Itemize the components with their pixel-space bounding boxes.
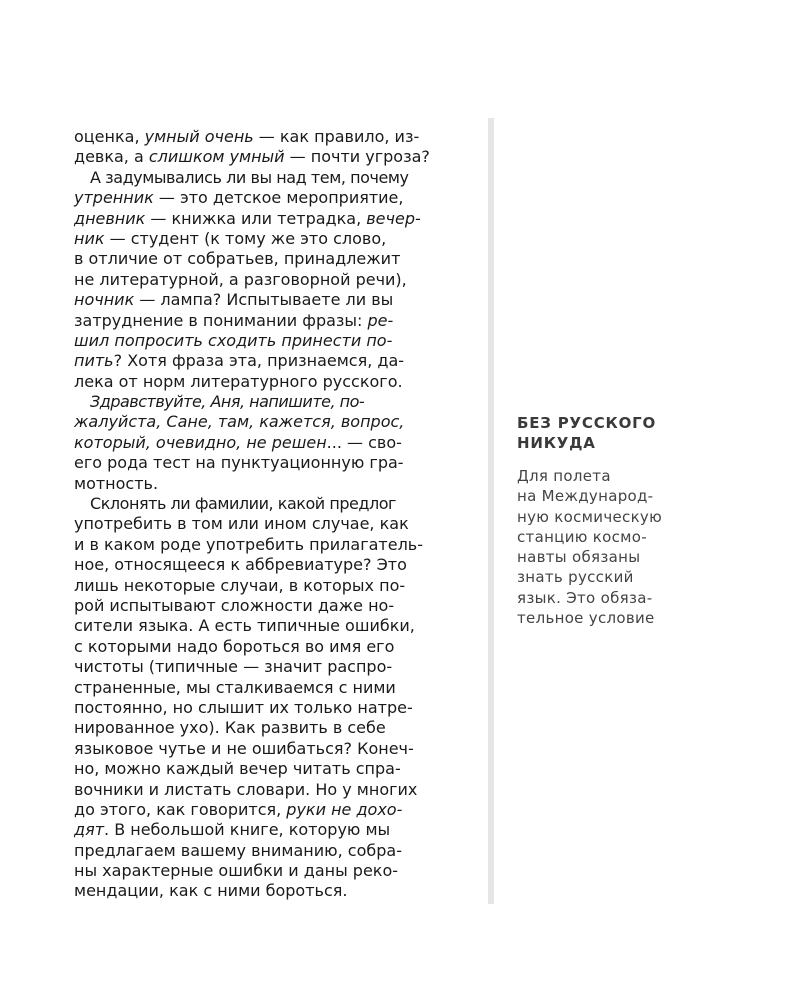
- text-span: его рода тест на пунктуационную гра-: [74, 453, 404, 473]
- sidebar-note: [517, 413, 737, 628]
- text-line: [74, 188, 470, 208]
- text-line: [74, 229, 470, 249]
- text-span: рой испытывают сложности даже но-: [74, 595, 395, 615]
- text-span: с которыми надо бороться во имя его: [74, 636, 395, 656]
- text-line: [74, 270, 470, 290]
- italic-text-span: пить: [74, 351, 114, 371]
- text-span: постоянно, но слышит их только натре-: [74, 697, 413, 717]
- text-line: [74, 331, 470, 351]
- text-line: [74, 596, 470, 616]
- text-line: [74, 351, 470, 371]
- text-line: [74, 290, 470, 310]
- text-span: в отличие от собратьев, принадлежит: [74, 249, 401, 269]
- text-line: [74, 412, 470, 432]
- text-line: [74, 311, 470, 331]
- text-line: [74, 494, 470, 514]
- text-line: [74, 127, 470, 147]
- text-line: [74, 433, 470, 453]
- text-span: — студент (к тому же это слово,: [104, 228, 387, 248]
- text-span: употребить в том или ином случае, как: [74, 514, 409, 534]
- text-span: затруднение в понимании фразы:: [74, 310, 368, 330]
- text-line: [74, 372, 470, 392]
- sidebar-note-line: знать русский: [517, 568, 634, 587]
- text-line: [74, 576, 470, 596]
- text-span: ны характерные ошибки и даны реко-: [74, 861, 399, 881]
- text-span: и в каком роде употребить прилагатель-: [74, 534, 424, 554]
- text-line: [74, 780, 470, 800]
- sidebar-note-line: навты обязаны: [517, 548, 641, 567]
- text-span: — книжка или тетрадка,: [145, 208, 367, 228]
- text-line: [74, 698, 470, 718]
- italic-text-span: дят: [74, 820, 105, 840]
- text-span: девка, а: [74, 147, 149, 167]
- text-line: [74, 861, 470, 881]
- sidebar-note-line: Для полета: [517, 467, 611, 485]
- text-span: лека от норм литературного русского.: [74, 371, 403, 391]
- italic-text-span: шил попросить сходить принести по-: [74, 330, 393, 350]
- text-span: А задумывались ли вы над тем, почему: [90, 167, 409, 187]
- sidebar-note-title: [517, 413, 737, 453]
- italic-text-span: жалуйста, Сане, там, кажется, вопрос,: [74, 412, 405, 432]
- text-span: до этого, как говорится,: [74, 799, 287, 819]
- text-line: [74, 168, 470, 188]
- text-span: ... — сво-: [326, 432, 402, 452]
- sidebar-note-line: станцию космо-: [517, 527, 647, 546]
- text-span: — как правило, из-: [253, 127, 420, 146]
- sidebar-note-line: язык. Это обяза-: [517, 588, 653, 607]
- sidebar-note-line: ную космическую: [517, 507, 663, 526]
- sidebar-note-line: тельное условие: [517, 609, 655, 628]
- italic-text-span: Здравствуйте, Аня, напишите, по-: [90, 392, 365, 412]
- text-span: — лампа? Испытываете ли вы: [134, 290, 394, 310]
- text-line: [74, 739, 470, 759]
- italic-text-span: ночник: [74, 290, 135, 310]
- text-line: [74, 535, 470, 555]
- text-span: ? Хотя фраза эта, признаемся, да-: [113, 351, 405, 371]
- text-line: [74, 392, 470, 412]
- text-span: мендации, как с ними бороться.: [74, 881, 348, 901]
- sidebar-note-title-line: БЕЗ РУССКОГО: [517, 414, 657, 432]
- italic-text-span: слишком умный: [148, 147, 285, 167]
- sidebar-note-body: [517, 466, 737, 628]
- text-line: [74, 657, 470, 677]
- text-span: страненные, мы сталкиваемся с ними: [74, 677, 396, 697]
- text-line: [74, 820, 470, 840]
- text-line: [74, 678, 470, 698]
- text-span: нированное ухо). Как развить в себе: [74, 718, 386, 738]
- text-line: [74, 759, 470, 779]
- text-span: оценка,: [74, 127, 145, 146]
- text-line: [74, 800, 470, 820]
- text-span: — почти угроза?: [284, 147, 430, 167]
- text-line: [74, 881, 470, 901]
- italic-text-span: который, очевидно, не решен: [74, 432, 327, 452]
- text-span: сители языка. А есть типичные ошибки,: [74, 616, 415, 636]
- italic-text-span: утренник: [74, 188, 154, 208]
- text-line: [74, 474, 470, 494]
- text-line: [74, 209, 470, 229]
- text-line: [74, 841, 470, 861]
- italic-text-span: руки не дохо-: [286, 799, 403, 819]
- text-line: [74, 147, 470, 167]
- text-span: предлагаем вашему вниманию, собра-: [74, 840, 402, 860]
- text-line: [74, 718, 470, 738]
- text-line: [74, 616, 470, 636]
- text-span: но, можно каждый вечер читать спра-: [74, 759, 401, 779]
- text-span: вочники и листать словари. Но у многих: [74, 779, 418, 799]
- text-line: [74, 637, 470, 657]
- italic-text-span: вечер-: [366, 208, 421, 228]
- text-span: лишь некоторые случаи, в которых по-: [74, 575, 406, 595]
- text-line: [74, 555, 470, 575]
- text-span: ное, относящееся к аббревиатуре? Это: [74, 555, 407, 575]
- italic-text-span: ре-: [367, 310, 394, 330]
- text-line: [74, 453, 470, 473]
- text-line: [74, 249, 470, 269]
- italic-text-span: ник: [74, 228, 105, 248]
- main-text-column: [74, 127, 470, 902]
- text-span: — это детское мероприятие,: [153, 188, 404, 208]
- text-span: чистоты (типичные — значит распро-: [74, 657, 393, 677]
- text-span: мотность.: [74, 473, 159, 493]
- text-span: не литературной, а разговорной речи),: [74, 269, 407, 289]
- italic-text-span: умный очень: [144, 127, 254, 146]
- sidebar-note-title-line: НИКУДА: [517, 434, 596, 452]
- sidebar-note-line: на Международ-: [517, 487, 654, 506]
- text-span: . В небольшой книге, которую мы: [104, 820, 391, 840]
- text-line: [74, 514, 470, 534]
- text-span: языковое чутье и не ошибаться? Конеч-: [74, 738, 414, 758]
- text-span: Склонять ли фамилии, какой предлог: [90, 494, 396, 514]
- column-divider: [488, 118, 494, 904]
- italic-text-span: дневник: [74, 208, 146, 228]
